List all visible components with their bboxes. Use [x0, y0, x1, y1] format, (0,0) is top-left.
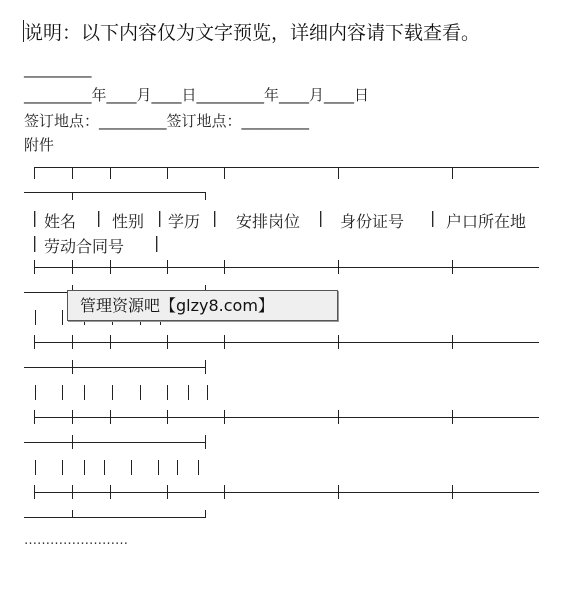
header-contract-no: 劳动合同号 — [44, 237, 125, 256]
table-rule — [34, 260, 35, 274]
table-rule — [452, 485, 453, 499]
table-rule — [207, 385, 208, 400]
table-rule — [34, 335, 35, 349]
table-rule — [338, 485, 339, 499]
table-rule — [62, 385, 63, 400]
table-rule — [338, 410, 339, 424]
table-rule — [224, 335, 225, 349]
table-rule — [140, 385, 141, 400]
table-separator: | — [32, 233, 38, 252]
header-household: 户口所在地 — [446, 212, 527, 231]
table-rule — [34, 410, 35, 424]
table-rule — [34, 485, 35, 499]
table-rule — [224, 485, 225, 499]
table-rule — [338, 335, 339, 349]
table-separator: | — [157, 208, 163, 227]
table-rule — [34, 167, 35, 179]
table-rule — [84, 460, 85, 475]
table-rule — [84, 385, 85, 400]
table-rule — [110, 485, 111, 499]
header-education: 学历 — [168, 212, 201, 231]
table-rule — [198, 460, 199, 475]
table-rule — [224, 167, 225, 179]
table-rule — [62, 310, 63, 325]
table-rule — [177, 460, 178, 475]
table-separator: | — [154, 233, 160, 252]
date-line: _________年____月____日_________年____月____日 — [24, 86, 370, 104]
table-separator: | — [318, 208, 324, 227]
table-rule — [72, 485, 73, 499]
table-rule — [110, 260, 111, 274]
table-rule — [24, 442, 206, 443]
table-separator: | — [32, 208, 38, 227]
table-rule — [72, 360, 73, 374]
table-rule — [24, 367, 206, 368]
table-rule — [72, 260, 73, 274]
table-rule — [224, 260, 225, 274]
table-rule — [167, 410, 168, 424]
table-rule — [452, 260, 453, 274]
table-rule — [158, 460, 159, 475]
table-rule — [72, 167, 73, 179]
table-rule — [131, 460, 132, 475]
table-rule — [338, 260, 339, 274]
table-rule — [188, 385, 189, 400]
table-rule — [338, 167, 339, 179]
table-rule — [205, 360, 206, 374]
attachment-label: 附件 — [24, 136, 55, 154]
header-name: 姓名 — [44, 212, 77, 231]
table-rule — [35, 310, 36, 325]
table-rule — [167, 335, 168, 349]
table-rule — [35, 460, 36, 475]
table-rule — [24, 192, 206, 193]
table-rule — [205, 510, 206, 518]
table-separator: | — [430, 208, 436, 227]
table-rule — [167, 385, 168, 400]
table-rule — [167, 167, 168, 179]
header-position: 安排岗位 — [236, 212, 301, 231]
short-blank-line: _________ — [24, 60, 92, 78]
table-rule — [104, 460, 105, 475]
watermark-banner: 管理资源吧【glzy8.com】 — [67, 290, 338, 321]
table-separator: | — [212, 208, 218, 227]
signing-place-line: 签订地点：_________签订地点：_________ — [24, 112, 310, 130]
table-rule — [110, 410, 111, 424]
table-rule — [24, 517, 206, 518]
header-gender: 性别 — [112, 212, 145, 231]
table-rule — [72, 192, 73, 200]
table-rule — [167, 260, 168, 274]
table-rule — [452, 167, 453, 179]
table-rule — [72, 410, 73, 424]
table-rule — [110, 167, 111, 179]
table-separator: | — [96, 208, 102, 227]
table-rule — [62, 460, 63, 475]
table-rule — [452, 335, 453, 349]
table-rule — [72, 510, 73, 518]
table-rule — [167, 485, 168, 499]
table-rule — [72, 435, 73, 449]
table-rule — [205, 192, 206, 200]
table-rule — [72, 335, 73, 349]
ellipsis-continuation: …………………… — [24, 533, 128, 548]
table-rule — [224, 410, 225, 424]
table-rule — [205, 435, 206, 449]
table-rule — [110, 335, 111, 349]
header-id-number: 身份证号 — [340, 212, 405, 231]
table-rule — [452, 410, 453, 424]
preview-notice: 说明：以下内容仅为文字预览，详细内容请下载查看。 — [24, 22, 481, 44]
table-rule — [35, 385, 36, 400]
table-rule — [112, 385, 113, 400]
